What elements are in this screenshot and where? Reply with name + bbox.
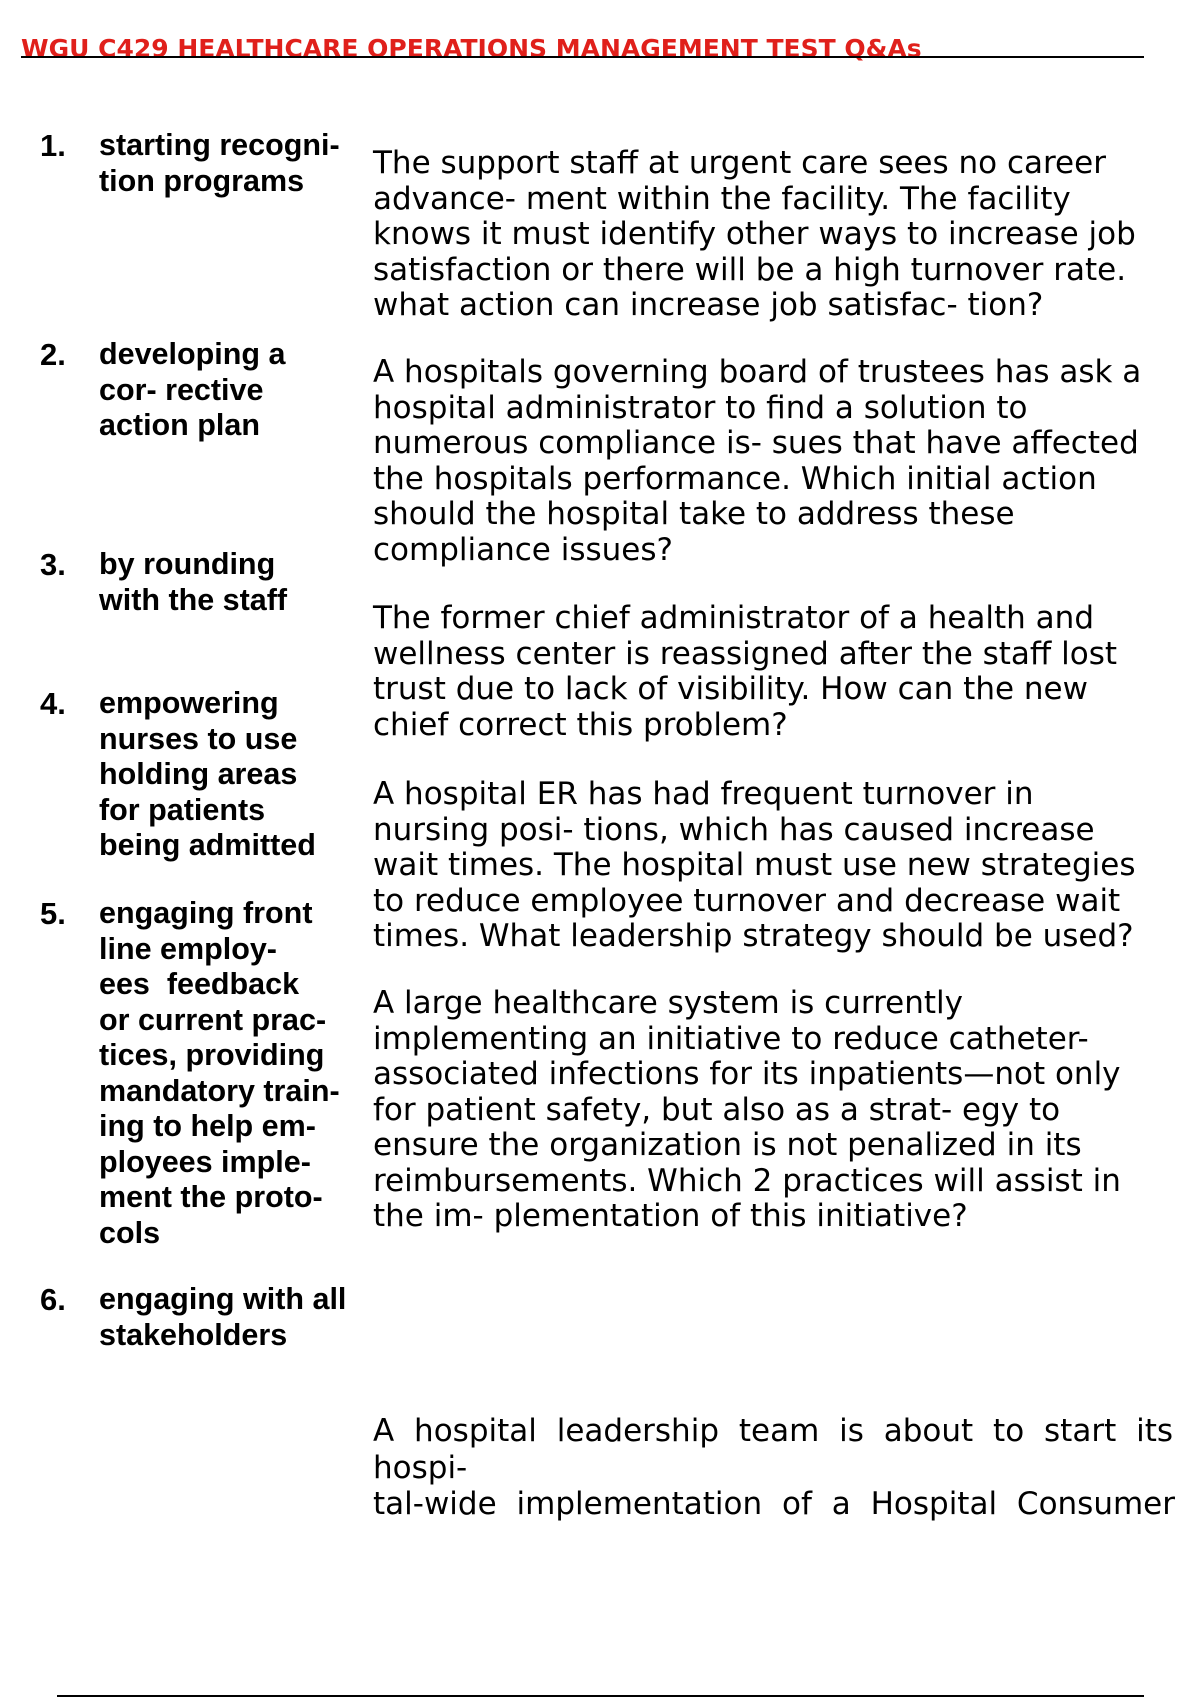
- title-underline: [21, 56, 1144, 58]
- question-line: A hospital leadership team is about to start its: [373, 1413, 1173, 1449]
- question-3: [373, 601, 1183, 743]
- answer-text: [99, 1282, 399, 1353]
- answer-line: for patients: [99, 792, 266, 827]
- answer-line: starting recogni-: [99, 128, 340, 162]
- question-line: hospital administrator to find a solution to: [373, 389, 1028, 426]
- answer-line: engaging front: [99, 896, 313, 930]
- question-line: nursing posi- tions, which has caused increase: [373, 811, 1095, 848]
- question-6: [373, 1413, 1200, 1523]
- answer-line: ployees imple-: [99, 1144, 311, 1179]
- answer-number: 3.: [40, 547, 66, 582]
- question-line: what action can increase job satisfac- tion?: [373, 287, 1044, 323]
- document-title: WGU C429 HEALTHCARE OPERATIONS MANAGEMENT TEST Q&As: [21, 34, 922, 63]
- question-line: associated infections for its inpatients—not only: [373, 1056, 1121, 1092]
- question-line: trust due to lack of visibility. How can the new: [373, 671, 1088, 707]
- question-line: chief correct this problem?: [373, 706, 788, 743]
- answer-line: tion programs: [99, 163, 305, 198]
- question-line: should the hospital take to address these: [373, 496, 1015, 532]
- question-line: compliance issues?: [373, 531, 673, 568]
- question-1: [373, 146, 1183, 324]
- question-line: ensure the organization is not penalized in its: [373, 1127, 1082, 1163]
- question-5: [373, 986, 1183, 1235]
- answer-line: being admitted: [99, 828, 316, 862]
- answer-line: line employ-: [99, 931, 277, 966]
- question-line: satisfaction or there will be a high turnover rate.: [373, 251, 1127, 288]
- question-line: knows it must identify other ways to increase job: [373, 216, 1136, 252]
- answer-number: 4.: [40, 686, 66, 721]
- question-line: the im- plementation of this initiative?: [373, 1198, 968, 1234]
- answer-line: nurses to use: [99, 721, 298, 756]
- answer-text: [99, 547, 399, 618]
- question-line: times. What leadership strategy should be used?: [373, 918, 1134, 954]
- answer-number: 2.: [40, 337, 66, 372]
- answer-line: cols: [99, 1215, 161, 1250]
- question-line: The former chief administrator of a health and: [373, 600, 1095, 636]
- question-line: reimbursements. Which 2 practices will assist in: [373, 1162, 1121, 1199]
- question-line: wait times. The hospital must use new strategies: [373, 847, 1136, 883]
- question-line: the hospitals performance. Which initial action: [373, 460, 1097, 497]
- answer-line: tices, providing: [99, 1038, 325, 1072]
- question-line: numerous compliance is- sues that have affected: [373, 425, 1139, 461]
- answer-line: or current prac-: [99, 1002, 327, 1037]
- answer-line: mandatory train-: [99, 1073, 340, 1108]
- answer-line: holding areas: [99, 757, 298, 791]
- question-2: [373, 355, 1183, 568]
- question-line: wellness center is reassigned after the staff lost: [373, 635, 1118, 672]
- question-line: hospi-: [373, 1449, 468, 1486]
- question-line: The support staff at urgent care sees no career: [373, 145, 1106, 181]
- answer-line: action plan: [99, 408, 260, 442]
- answer-line: developing a: [99, 337, 286, 371]
- question-line: tal-wide implementation of a Hospital Consumer: [373, 1486, 1175, 1522]
- question-line: implementing an initiative to reduce catheter-: [373, 1020, 1089, 1057]
- answer-line: by rounding: [99, 547, 276, 581]
- question-4: [373, 777, 1183, 955]
- question-line: to reduce employee turnover and decrease wait: [373, 882, 1121, 919]
- question-line: A hospitals governing board of trustees has ask a: [373, 354, 1142, 390]
- answer-line: empowering: [99, 686, 279, 720]
- answer-number: 6.: [40, 1282, 66, 1317]
- question-line: A hospital ER has had frequent turnover in: [373, 776, 1034, 812]
- answer-line: with the staff: [99, 582, 288, 617]
- answer-text: [99, 686, 399, 864]
- answer-number: 1.: [40, 128, 66, 163]
- answer-line: engaging with all: [99, 1282, 347, 1316]
- question-line: A large healthcare system is currently: [373, 985, 963, 1021]
- answer-line: ees feedback: [99, 967, 300, 1001]
- answer-line: stakeholders: [99, 1317, 288, 1352]
- question-line: for patient safety, but also as a strat- egy to: [373, 1091, 1061, 1128]
- answer-text: [99, 337, 399, 444]
- answer-line: ing to help em-: [99, 1109, 316, 1143]
- page-bottom-rule: [57, 1695, 1144, 1697]
- answer-text: [99, 128, 399, 199]
- question-line: advance- ment within the facility. The facility: [373, 180, 1071, 217]
- answer-text: [99, 896, 399, 1251]
- answer-number: 5.: [40, 896, 66, 931]
- answer-line: ment the proto-: [99, 1180, 323, 1214]
- answer-line: cor- rective: [99, 372, 264, 407]
